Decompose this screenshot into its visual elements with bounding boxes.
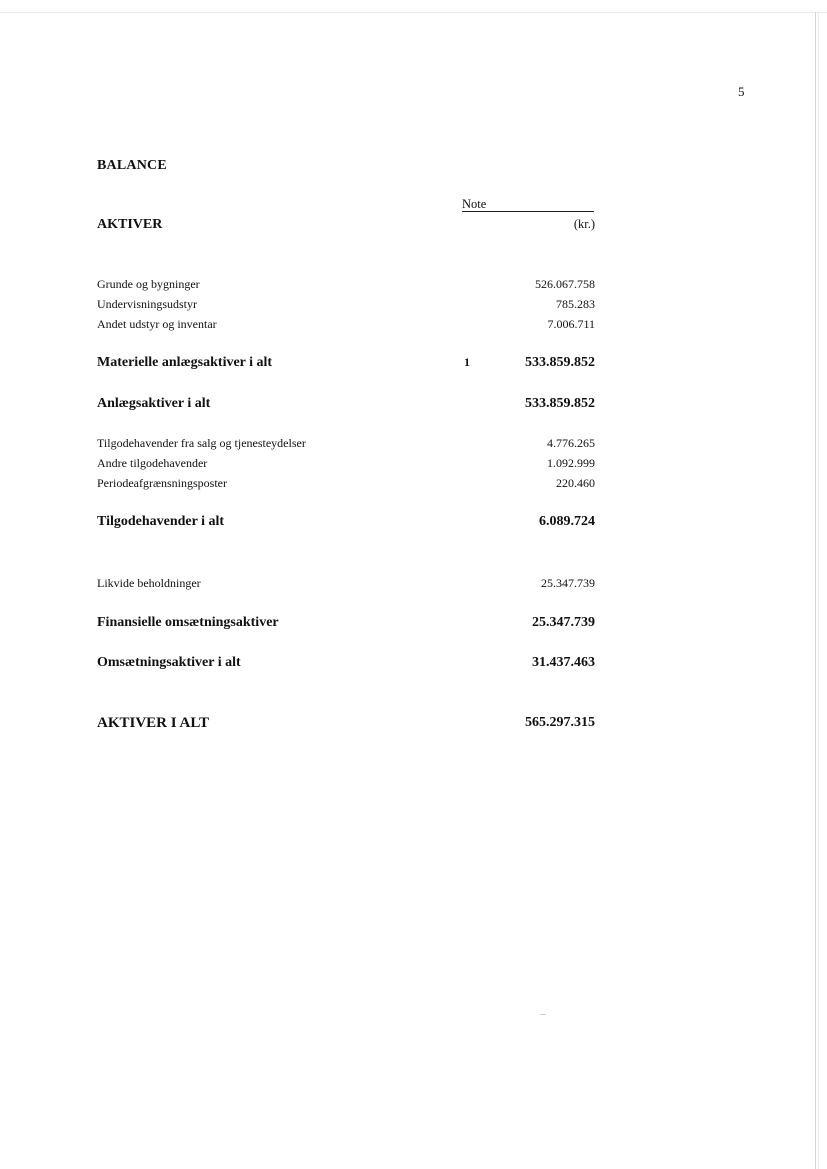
row-label: Grunde og bygninger: [97, 277, 200, 291]
page-edge-top: [0, 12, 827, 13]
table-row: [97, 396, 595, 416]
row-label: Andet udstyr og inventar: [97, 317, 217, 331]
row-value: 4.776.265: [547, 436, 595, 450]
row-value: 31.437.463: [532, 655, 595, 670]
row-value: 533.859.852: [525, 355, 595, 370]
page-number: 5: [738, 84, 745, 99]
row-value: 1.092.999: [547, 456, 595, 470]
table-row: [97, 715, 595, 735]
row-value: 526.067.758: [535, 277, 595, 291]
row-label: Anlægsaktiver i alt: [97, 396, 211, 411]
row-label: Andre tilgodehavender: [97, 456, 208, 470]
table-row: [97, 655, 595, 675]
section-heading: AKTIVER: [97, 217, 163, 232]
currency-unit: (kr.): [573, 217, 595, 231]
row-note: 1: [464, 355, 470, 369]
table-row: [97, 576, 595, 596]
page-edge-right: [815, 12, 816, 1169]
row-value: 6.089.724: [539, 514, 595, 529]
row-label: Likvide beholdninger: [97, 576, 201, 590]
row-value: 533.859.852: [525, 396, 595, 411]
row-label: Periodeafgrænsningsposter: [97, 476, 227, 490]
table-row: [97, 514, 595, 534]
row-value: 7.006.711: [547, 317, 595, 331]
row-label: Omsætningsaktiver i alt: [97, 655, 241, 670]
table-row: [97, 476, 595, 496]
note-column-header: Note: [462, 197, 487, 211]
note-header-underline: [462, 211, 594, 212]
document-title: BALANCE: [97, 158, 167, 173]
table-row: [97, 436, 595, 456]
row-label: Tilgodehavender i alt: [97, 514, 225, 529]
table-row: [97, 615, 595, 635]
scan-speck: [540, 1014, 546, 1015]
row-label: Materielle anlægsaktiver i alt: [97, 355, 273, 370]
row-label: Tilgodehavender fra salg og tjenesteydelser: [97, 436, 306, 450]
row-label: Undervisningsudstyr: [97, 297, 197, 311]
row-value: 785.283: [556, 297, 595, 311]
row-value: 25.347.739: [541, 576, 595, 590]
table-row: [97, 317, 595, 337]
table-row: [97, 277, 595, 297]
row-value: 220.460: [556, 476, 595, 490]
row-label: Finansielle omsætningsaktiver: [97, 615, 279, 630]
row-value: 25.347.739: [532, 615, 595, 630]
table-row: [97, 297, 595, 317]
row-value: 565.297.315: [525, 715, 595, 730]
table-row: [97, 355, 595, 375]
table-row: [97, 456, 595, 476]
row-label: AKTIVER I ALT: [97, 715, 209, 731]
page-edge-right-shadow: [818, 12, 819, 1169]
